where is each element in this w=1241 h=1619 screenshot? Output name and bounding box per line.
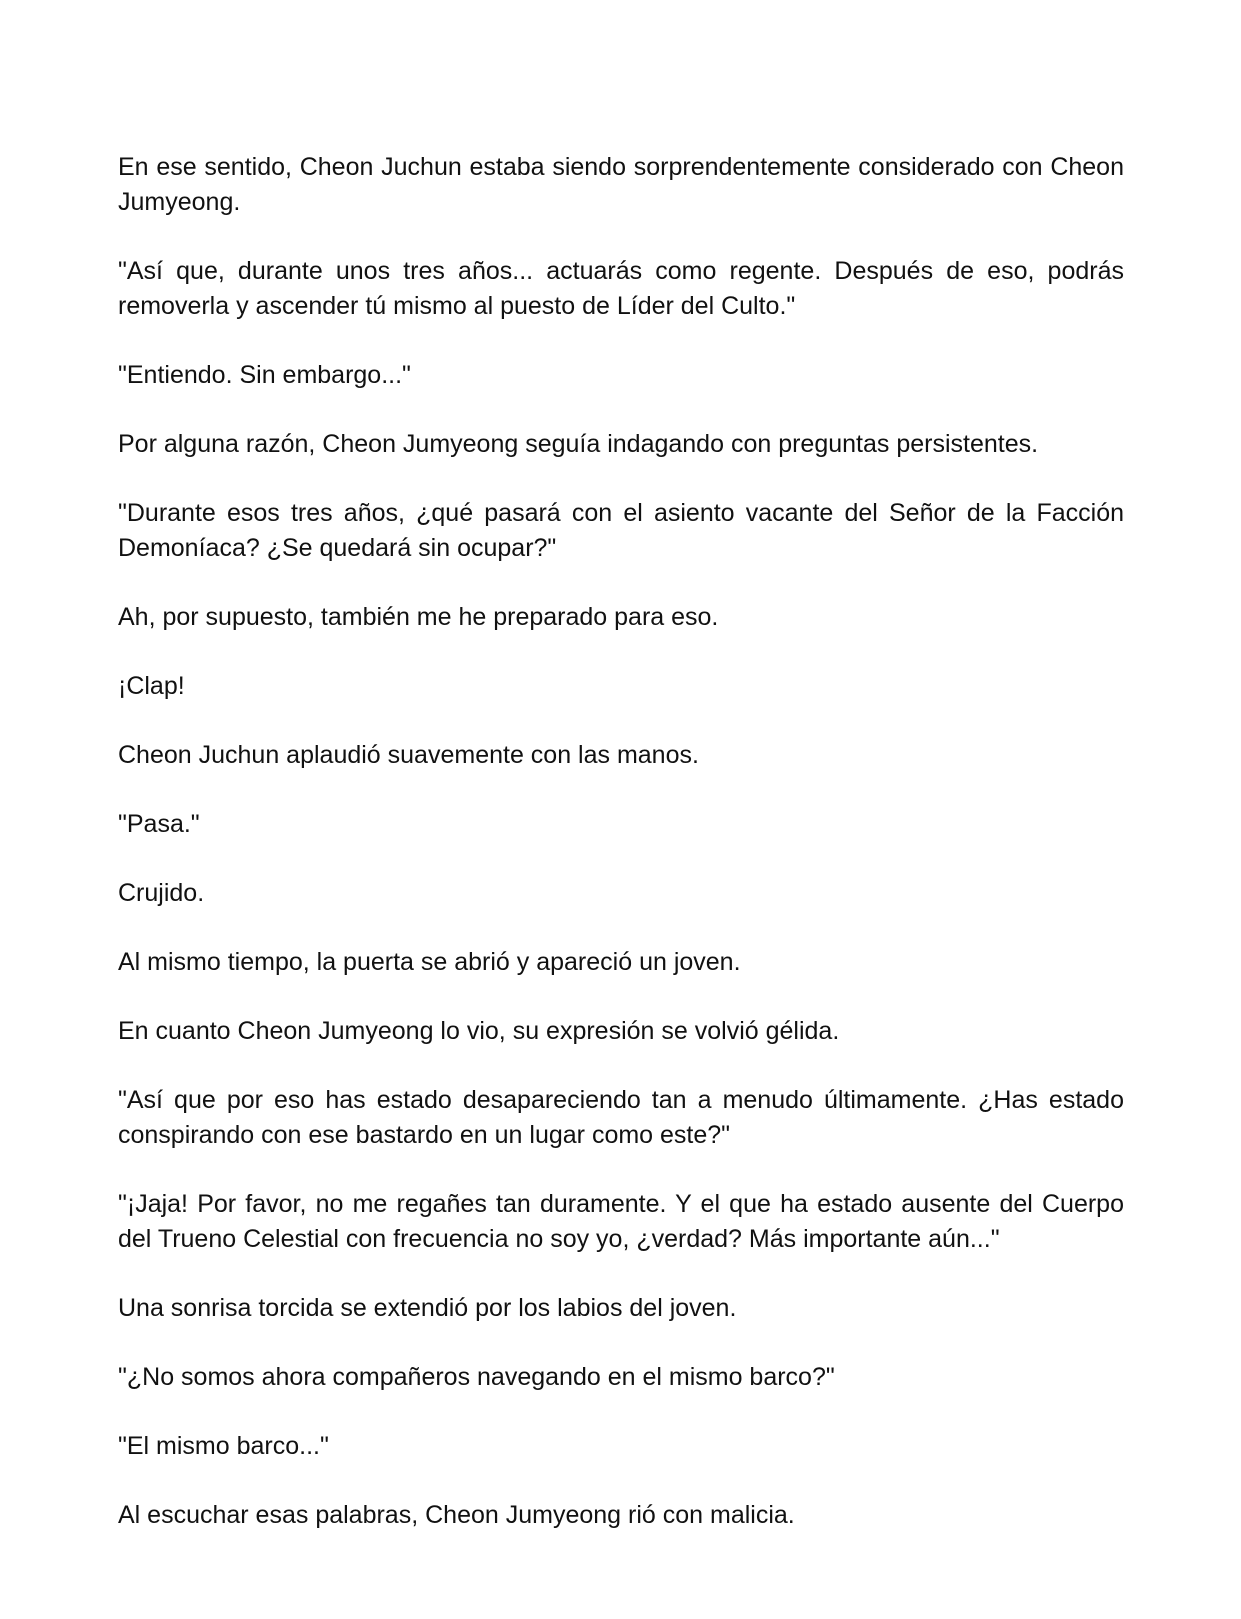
paragraph: En cuanto Cheon Jumyeong lo vio, su expresión se volvió gélida. [118, 1017, 840, 1045]
paragraph: Ah, por supuesto, también me he preparado para eso. [118, 603, 719, 631]
paragraph: Cheon Juchun aplaudió suavemente con las manos. [118, 741, 699, 769]
paragraph: En ese sentido, Cheon Juchun estaba siendo sorprendentemente considerado con Cheon Jumyeong. [118, 153, 1124, 216]
paragraph: "Durante esos tres años, ¿qué pasará con el asiento vacante del Señor de la Facción Demoníaca? ¿Se quedará sin ocupar?" [118, 499, 1124, 562]
paragraph: "¿No somos ahora compañeros navegando en el mismo barco?" [118, 1363, 835, 1391]
paragraph: Al mismo tiempo, la puerta se abrió y apareció un joven. [118, 948, 741, 976]
paragraph: Por alguna razón, Cheon Jumyeong seguía indagando con preguntas persistentes. [118, 430, 1039, 458]
paragraph: ¡Clap! [118, 672, 185, 700]
document-body [118, 150, 1124, 1533]
paragraph: "Así que, durante unos tres años... actuarás como regente. Después de eso, podrás removerla y ascender tú mismo al puesto de Líder del Culto." [118, 257, 1124, 320]
paragraph: "Entiendo. Sin embargo..." [118, 361, 411, 389]
paragraph: "El mismo barco..." [118, 1432, 329, 1460]
paragraph: "Así que por eso has estado desapareciendo tan a menudo últimamente. ¿Has estado conspirando con ese bastardo en un lugar como este?" [118, 1086, 1124, 1149]
paragraph: Crujido. [118, 879, 205, 907]
paragraph: Una sonrisa torcida se extendió por los labios del joven. [118, 1294, 737, 1322]
paragraph: "Pasa." [118, 810, 200, 838]
paragraph: Al escuchar esas palabras, Cheon Jumyeong rió con malicia. [118, 1501, 795, 1529]
paragraph: "¡Jaja! Por favor, no me regañes tan duramente. Y el que ha estado ausente del Cuerpo del Trueno Celestial con frecuencia no soy yo, ¿verdad? Más importante aún..." [118, 1190, 1124, 1253]
